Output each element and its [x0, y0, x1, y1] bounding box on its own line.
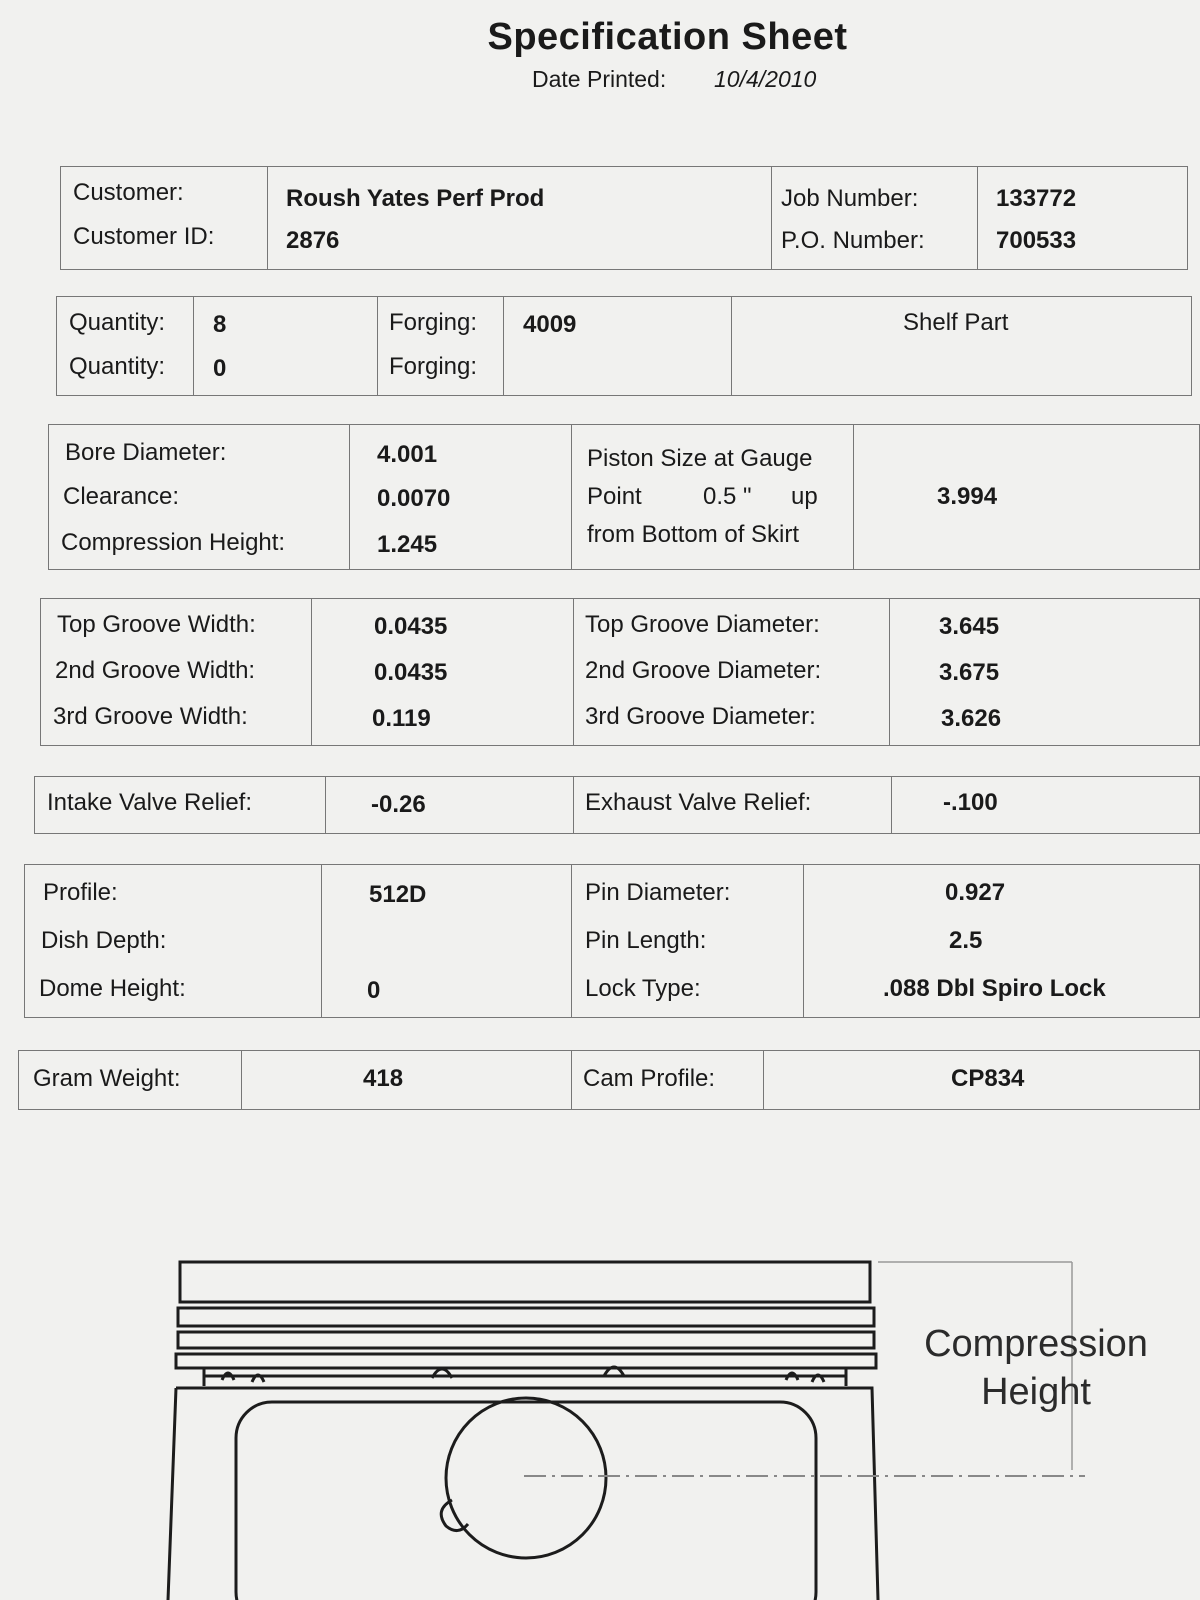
quantity-label-2: Quantity: — [69, 353, 166, 380]
page-title: Specification Sheet — [487, 16, 848, 58]
gauge-point-label: Point — [587, 483, 642, 510]
bore-diameter-label: Bore Diameter: — [65, 439, 227, 466]
top-groove-diameter-value: 3.645 — [939, 613, 1000, 640]
second-groove-diameter-label: 2nd Groove Diameter: — [585, 657, 822, 684]
pin-diameter-value: 0.927 — [945, 879, 1006, 906]
compression-height-diagram-label — [916, 1320, 1156, 1416]
quantity-section — [56, 296, 1192, 396]
valve-section — [34, 776, 1200, 834]
customer-id-value: 2876 — [286, 227, 340, 254]
compression-height-label: Compression Height: — [61, 529, 286, 556]
gauge-line-3: from Bottom of Skirt — [587, 521, 800, 548]
second-groove-width-label: 2nd Groove Width: — [55, 657, 256, 684]
diagram-label-line-1: Compression — [924, 1323, 1148, 1365]
exhaust-valve-relief-label: Exhaust Valve Relief: — [585, 789, 812, 816]
date-value: 10/4/2010 — [714, 66, 817, 92]
bore-section — [48, 424, 1200, 570]
gram-weight-label: Gram Weight: — [33, 1065, 181, 1092]
diagram-label-line-2: Height — [981, 1371, 1091, 1413]
forging-value-1: 4009 — [523, 311, 577, 338]
quantity-value-1: 8 — [213, 311, 227, 338]
po-number-value: 700533 — [996, 227, 1077, 254]
piston-size-value: 3.994 — [937, 483, 998, 510]
exhaust-valve-relief-value: -.100 — [943, 789, 998, 816]
third-groove-width-label: 3rd Groove Width: — [53, 703, 248, 730]
lock-type-value: .088 Dbl Spiro Lock — [883, 975, 1106, 1002]
bore-diameter-value: 4.001 — [377, 441, 438, 468]
dome-height-value: 0 — [367, 977, 381, 1004]
forging-label-2: Forging: — [389, 353, 478, 380]
quantity-value-2: 0 — [213, 355, 227, 382]
third-groove-width-value: 0.119 — [372, 705, 431, 732]
profile-section — [24, 864, 1200, 1018]
job-number-label: Job Number: — [781, 185, 919, 212]
second-groove-diameter-value: 3.675 — [939, 659, 1000, 686]
forging-label-1: Forging: — [389, 309, 478, 336]
customer-id-label: Customer ID: — [73, 223, 215, 250]
top-groove-diameter-label: Top Groove Diameter: — [585, 611, 820, 638]
pin-diameter-label: Pin Diameter: — [585, 879, 731, 906]
quantity-label-1: Quantity: — [69, 309, 166, 336]
clearance-value: 0.0070 — [377, 485, 451, 512]
gauge-up: up — [791, 483, 818, 510]
shelf-part-label: Shelf Part — [903, 309, 1009, 336]
lock-type-label: Lock Type: — [585, 975, 701, 1002]
grooves-section — [40, 598, 1200, 746]
second-groove-width-value: 0.0435 — [374, 659, 448, 686]
customer-section — [60, 166, 1188, 270]
pin-length-label: Pin Length: — [585, 927, 707, 954]
gauge-distance: 0.5 " — [703, 483, 752, 510]
third-groove-diameter-label: 3rd Groove Diameter: — [585, 703, 816, 730]
date-printed — [532, 66, 817, 93]
customer-value: Roush Yates Perf Prod — [286, 185, 545, 212]
job-number-value: 133772 — [996, 185, 1077, 212]
customer-label: Customer: — [73, 179, 184, 206]
top-groove-width-value: 0.0435 — [374, 613, 448, 640]
dish-depth-label: Dish Depth: — [41, 927, 167, 954]
profile-label: Profile: — [43, 879, 118, 906]
po-number-label: P.O. Number: — [781, 227, 925, 254]
profile-value: 512D — [369, 881, 427, 908]
gram-weight-value: 418 — [363, 1065, 404, 1092]
weight-section — [18, 1050, 1200, 1110]
cam-profile-value: CP834 — [951, 1065, 1025, 1092]
top-groove-width-label: Top Groove Width: — [57, 611, 256, 638]
dome-height-label: Dome Height: — [39, 975, 186, 1002]
pin-length-value: 2.5 — [949, 927, 983, 954]
intake-valve-relief-label: Intake Valve Relief: — [47, 789, 252, 816]
cam-profile-label: Cam Profile: — [583, 1065, 716, 1092]
compression-height-value: 1.245 — [377, 531, 438, 558]
date-label: Date Printed: — [532, 66, 667, 92]
gauge-line-1: Piston Size at Gauge — [587, 445, 813, 472]
clearance-label: Clearance: — [63, 483, 180, 510]
third-groove-diameter-value: 3.626 — [941, 705, 1002, 732]
intake-valve-relief-value: -0.26 — [371, 791, 426, 818]
